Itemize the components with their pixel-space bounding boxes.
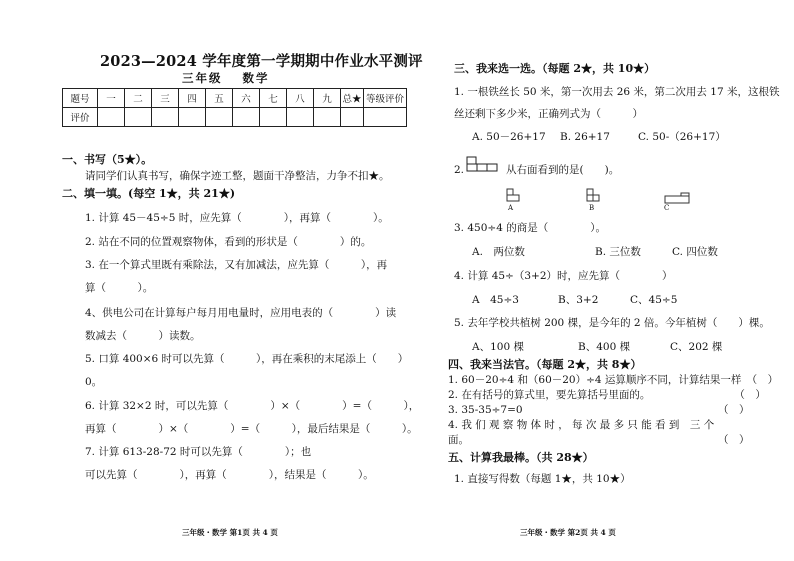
choice-5-option-c: C、202 棵	[670, 341, 723, 353]
choice-1-option-c: C. 50-（26+17）	[638, 131, 726, 143]
score-cell: 等级评价	[364, 89, 407, 108]
choice-3-option-b: B. 三位数	[595, 246, 641, 258]
question-2-5-line2: 0。	[85, 376, 103, 388]
score-cell: 六	[233, 89, 260, 108]
question-2-1: 1. 计算 45－45÷5 时，应先算（ ），再算（ ）。	[85, 212, 389, 224]
choice-2-text: 2. 从右面看到的是( )。	[454, 164, 620, 176]
view-c-label: C	[664, 204, 670, 212]
choice-1-line2: 丝还剩下多少米，正确列式为（ ）	[454, 108, 643, 120]
section-3-heading: 三、我来选一选。（每题 2★，共 10★）	[454, 62, 656, 75]
section-2-heading: 二、填一填。(每空 1★，共 21★)	[62, 187, 236, 200]
subject-label: 数学	[242, 71, 270, 85]
choice-5-text: 5. 去年学校共植树 200 棵，是今年的 2 倍。今年植树（ ）棵。	[454, 317, 770, 329]
exam-subtitle	[182, 70, 284, 86]
section-1-text: 请同学们认真书写，确保字迹工整，题面干净整洁，力争不扣★。	[85, 170, 390, 182]
score-cell: 五	[206, 89, 233, 108]
section-5-heading: 五、计算我最棒。（共 28★）	[448, 451, 594, 464]
score-input-cell[interactable]	[206, 108, 233, 127]
score-input-cell[interactable]	[125, 108, 152, 127]
choice-1-option-b: B. 26+17	[560, 131, 610, 143]
choice-1-line1: 1. 一根铁丝长 50 米，第一次用去 26 米，第二次用去 17 米，这根铁	[454, 86, 780, 98]
right-page	[410, 0, 794, 561]
judge-1: 1. 60－20÷4 和（60－20）÷4 运算顺序不同，计算结果一样 （ ）	[448, 374, 779, 386]
judge-3: 3. 35-35÷7=0	[448, 404, 523, 416]
question-2-4-line1: 4、供电公司在计算每户每月用电量时，应用电表的（ ）读	[85, 307, 397, 319]
section-4-heading: 四、我来当法官。（每题 2★，共 8★）	[448, 358, 642, 371]
question-2-2: 2. 站在不同的位置观察物体，看到的形状是（ ）的。	[85, 236, 372, 248]
choice-5-option-a: A、100 棵	[472, 341, 524, 353]
choice-3-option-c: C. 四位数	[672, 246, 718, 258]
score-cell: 评价	[63, 108, 98, 127]
score-cell: 三	[152, 89, 179, 108]
question-2-6-line2: 再算（ ）×（ ）=（ ），最后结果是（ ）。	[85, 423, 418, 435]
question-2-5-line1: 5. 口算 400×6 时可以先算（ ），再在乘积的末尾添上（ ）	[85, 353, 409, 365]
choice-1-option-a: A. 50－26+17	[472, 131, 546, 143]
exam-title: 2023—2024 学年度第一学期期中作业水平测评	[100, 53, 423, 70]
view-b-icon	[586, 188, 602, 202]
page-footer: 三年级・数学 第2页 共 4 页	[520, 528, 616, 537]
judge-2: 2. 在有括号的算式里，要先算括号里面的。 （ ）	[448, 389, 766, 401]
choice-3-text: 3. 450÷4 的商是（ ）。	[454, 222, 606, 234]
score-input-cell[interactable]	[314, 108, 341, 127]
score-input-cell[interactable]	[341, 108, 364, 127]
choice-3-option-a: A. 两位数	[472, 246, 525, 258]
calc-1-text: 1. 直接写得数（每题 1★，共 10★）	[454, 473, 631, 485]
question-2-6-line1: 6. 计算 32×2 时，可以先算（ ）×（ ）=（ ），	[85, 400, 420, 412]
question-2-4-line2: 数减去（ ）读数。	[85, 330, 201, 342]
score-input-cell[interactable]	[152, 108, 179, 127]
score-cell: 总★	[341, 89, 364, 108]
score-table-header-row	[63, 89, 407, 108]
judge-4-paren[interactable]: （ ）	[718, 434, 750, 446]
grade-label: 三年级	[182, 71, 223, 85]
score-cell: 题号	[63, 89, 98, 108]
view-a-label: A	[508, 204, 514, 212]
page-footer: 三年级・数学 第1页 共 4 页	[182, 528, 278, 537]
judge-4-line1: 4. 我 们 观 察 物 体 时 ， 每 次 最 多 只 能 看 到 三 个	[448, 419, 715, 431]
section-1-heading: 一、书写（5★）。	[62, 153, 153, 166]
view-b-label: B	[589, 204, 595, 212]
score-cell: 七	[260, 89, 287, 108]
judge-3-paren[interactable]: （ ）	[718, 404, 750, 416]
choice-4-option-b: B、3+2	[558, 294, 599, 306]
score-table-eval-row	[63, 108, 407, 127]
score-input-cell[interactable]	[287, 108, 314, 127]
score-input-cell[interactable]	[260, 108, 287, 127]
question-2-7-line1: 7. 计算 613-28-72 时可以先算（ ）；也	[85, 446, 312, 458]
choice-4-option-a: A 45÷3	[472, 294, 519, 306]
score-input-cell[interactable]	[364, 108, 407, 127]
score-input-cell[interactable]	[233, 108, 260, 127]
view-a-icon	[506, 188, 522, 202]
question-2-7-line2: 可以先算（ ），再算（ ），结果是（ ）。	[85, 469, 374, 481]
question-2-3-line1: 3. 在一个算式里既有乘除法，又有加减法，应先算（ ），再	[85, 259, 388, 271]
score-cell: 九	[314, 89, 341, 108]
choice-4-text: 4. 计算 45÷（3+2）时，应先算（ ）	[454, 270, 673, 282]
score-cell: 四	[179, 89, 206, 108]
choice-4-option-c: C、45÷5	[630, 294, 678, 306]
score-cell: 一	[98, 89, 125, 108]
score-input-cell[interactable]	[179, 108, 206, 127]
score-table	[62, 88, 407, 127]
judge-4-line2: 面。	[448, 434, 469, 446]
score-input-cell[interactable]	[98, 108, 125, 127]
question-2-3-line2: 算（ ）。	[85, 282, 154, 294]
score-cell: 二	[125, 89, 152, 108]
choice-5-option-b: B、400 棵	[578, 341, 631, 353]
score-cell: 八	[287, 89, 314, 108]
